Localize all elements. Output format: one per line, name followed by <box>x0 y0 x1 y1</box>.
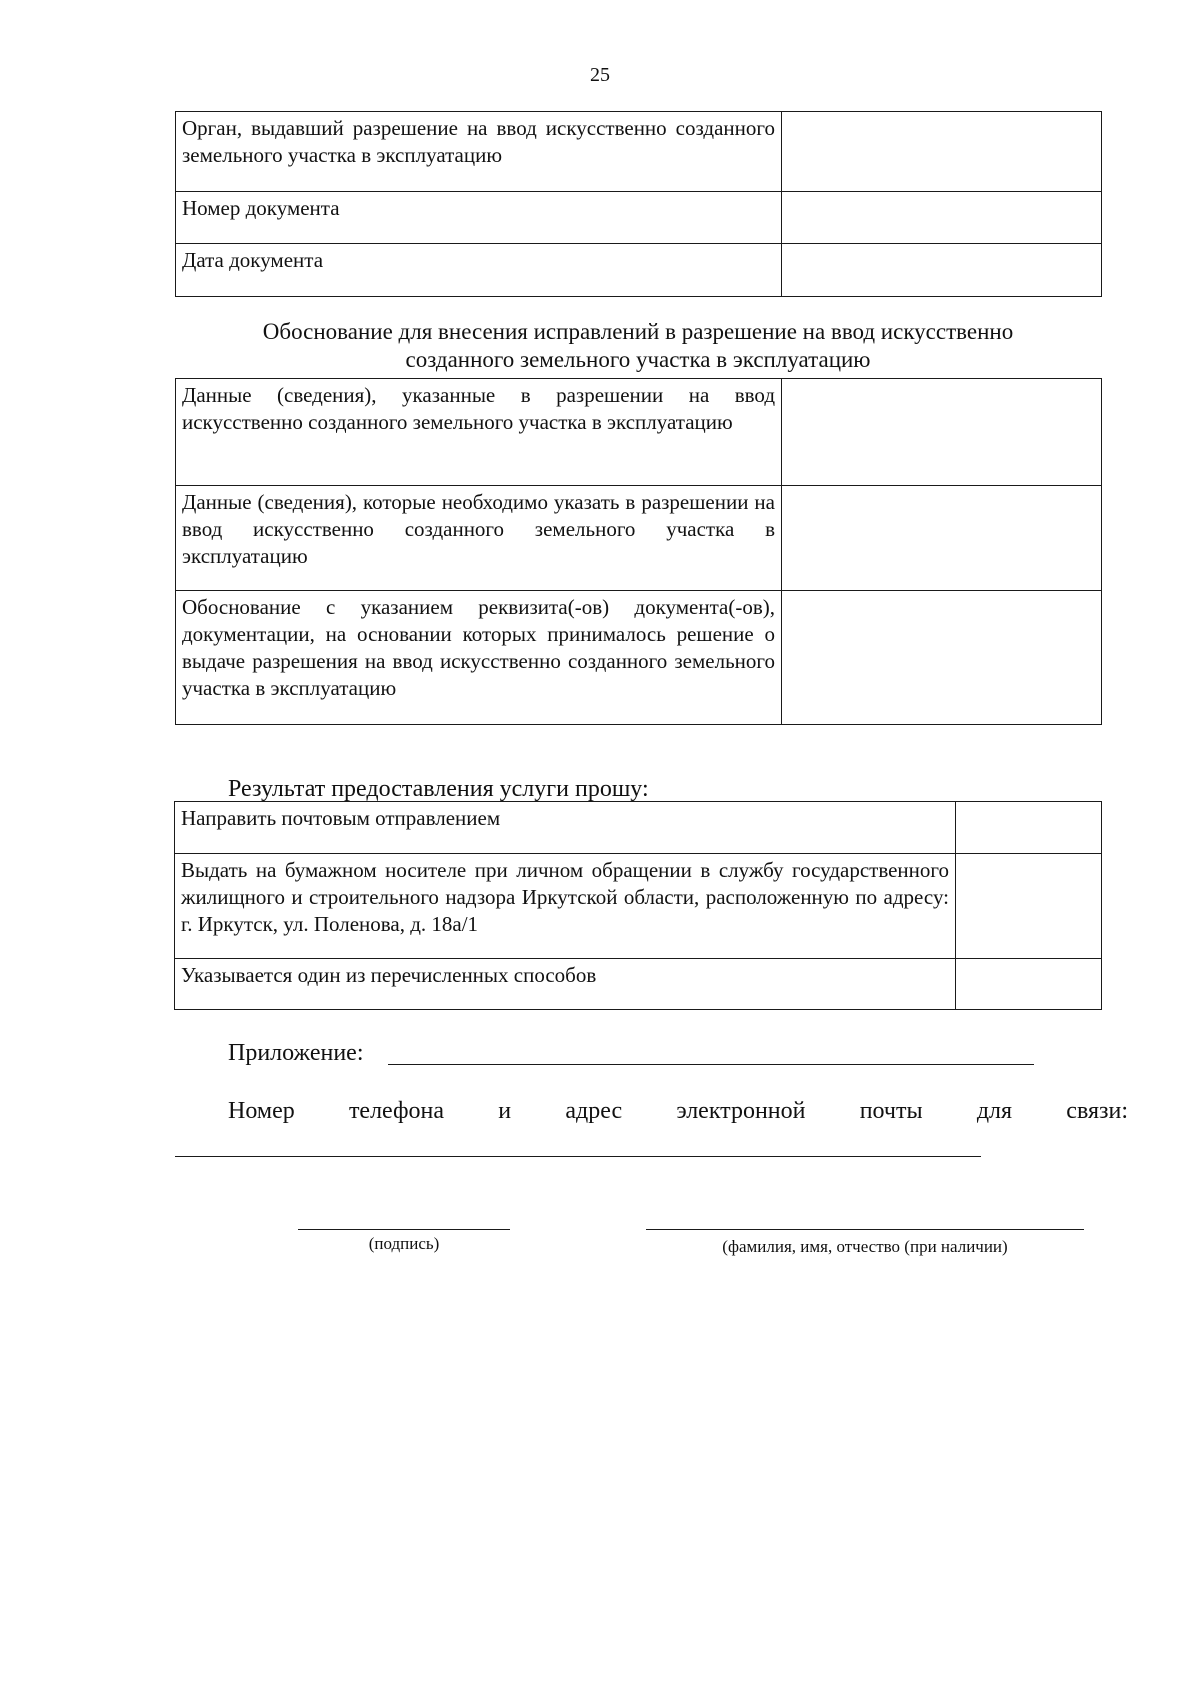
section-heading-corrections <box>175 318 1101 374</box>
section-heading-result: Результат предоставления услуги прошу: <box>228 776 649 802</box>
table-row <box>176 244 1102 297</box>
table-cell-value[interactable] <box>782 112 1102 192</box>
heading-line: созданного земельного участка в эксплуатацию <box>405 347 871 372</box>
table-row <box>176 591 1102 725</box>
full-name-caption: (фамилия, имя, отчество (при наличии) <box>722 1237 1008 1256</box>
signature-line[interactable] <box>298 1229 510 1230</box>
issuing-authority-table <box>175 111 1102 297</box>
corrections-table <box>175 378 1102 725</box>
table-cell-value[interactable] <box>782 244 1102 297</box>
table-cell-label: Данные (сведения), указанные в разрешении на ввод искусственно созданного земельного участка в эксплуатацию <box>176 379 782 486</box>
table-row <box>176 112 1102 192</box>
table-cell-label: Данные (сведения), которые необходимо указать в разрешении на ввод искусственно созданного земельного участка в эксплуатацию <box>176 486 782 591</box>
contact-field[interactable] <box>175 1156 981 1157</box>
table-cell-value[interactable] <box>782 192 1102 244</box>
result-delivery-table <box>174 801 1102 1010</box>
heading-line: Обоснование для внесения исправлений в разрешение на ввод искусственно <box>262 319 1014 344</box>
table-row <box>176 379 1102 486</box>
table-cell-checkbox[interactable] <box>956 959 1102 1010</box>
table-cell-label: Указывается один из перечисленных способов <box>175 959 956 1010</box>
table-cell-label: Выдать на бумажном носителе при личном обращении в службу государственного жилищного и строительного надзора Иркутской области, расположенную по адресу: г. Иркутск, ул. Поленова, д. 18а/1 <box>175 854 956 959</box>
table-cell-value[interactable] <box>782 591 1102 725</box>
table-cell-label: Орган, выдавший разрешение на ввод искусственно созданного земельного участка в эксплуатацию <box>176 112 782 192</box>
table-cell-label: Дата документа <box>176 244 782 297</box>
table-row <box>175 802 1102 854</box>
table-row <box>175 959 1102 1010</box>
page-number: 25 <box>590 64 610 86</box>
table-cell-label: Номер документа <box>176 192 782 244</box>
table-row <box>176 486 1102 591</box>
table-cell-label: Направить почтовым отправлением <box>175 802 956 854</box>
full-name-line[interactable] <box>646 1229 1084 1230</box>
signature-caption: (подпись) <box>368 1234 440 1253</box>
table-row <box>176 192 1102 244</box>
appendix-label: Приложение: <box>228 1040 364 1066</box>
table-row <box>175 854 1102 959</box>
table-cell-value[interactable] <box>782 379 1102 486</box>
table-cell-checkbox[interactable] <box>956 854 1102 959</box>
contact-label: Номер телефона и адрес электронной почты для связи: <box>228 1098 1128 1124</box>
table-cell-value[interactable] <box>782 486 1102 591</box>
table-cell-label: Обоснование с указанием реквизита(-ов) документа(-ов), документации, на основании которых принималось решение о выдаче разрешения на ввод искусственно созданного земельного участка в эксплуатацию <box>176 591 782 725</box>
appendix-field[interactable] <box>388 1064 1034 1065</box>
table-cell-checkbox[interactable] <box>956 802 1102 854</box>
